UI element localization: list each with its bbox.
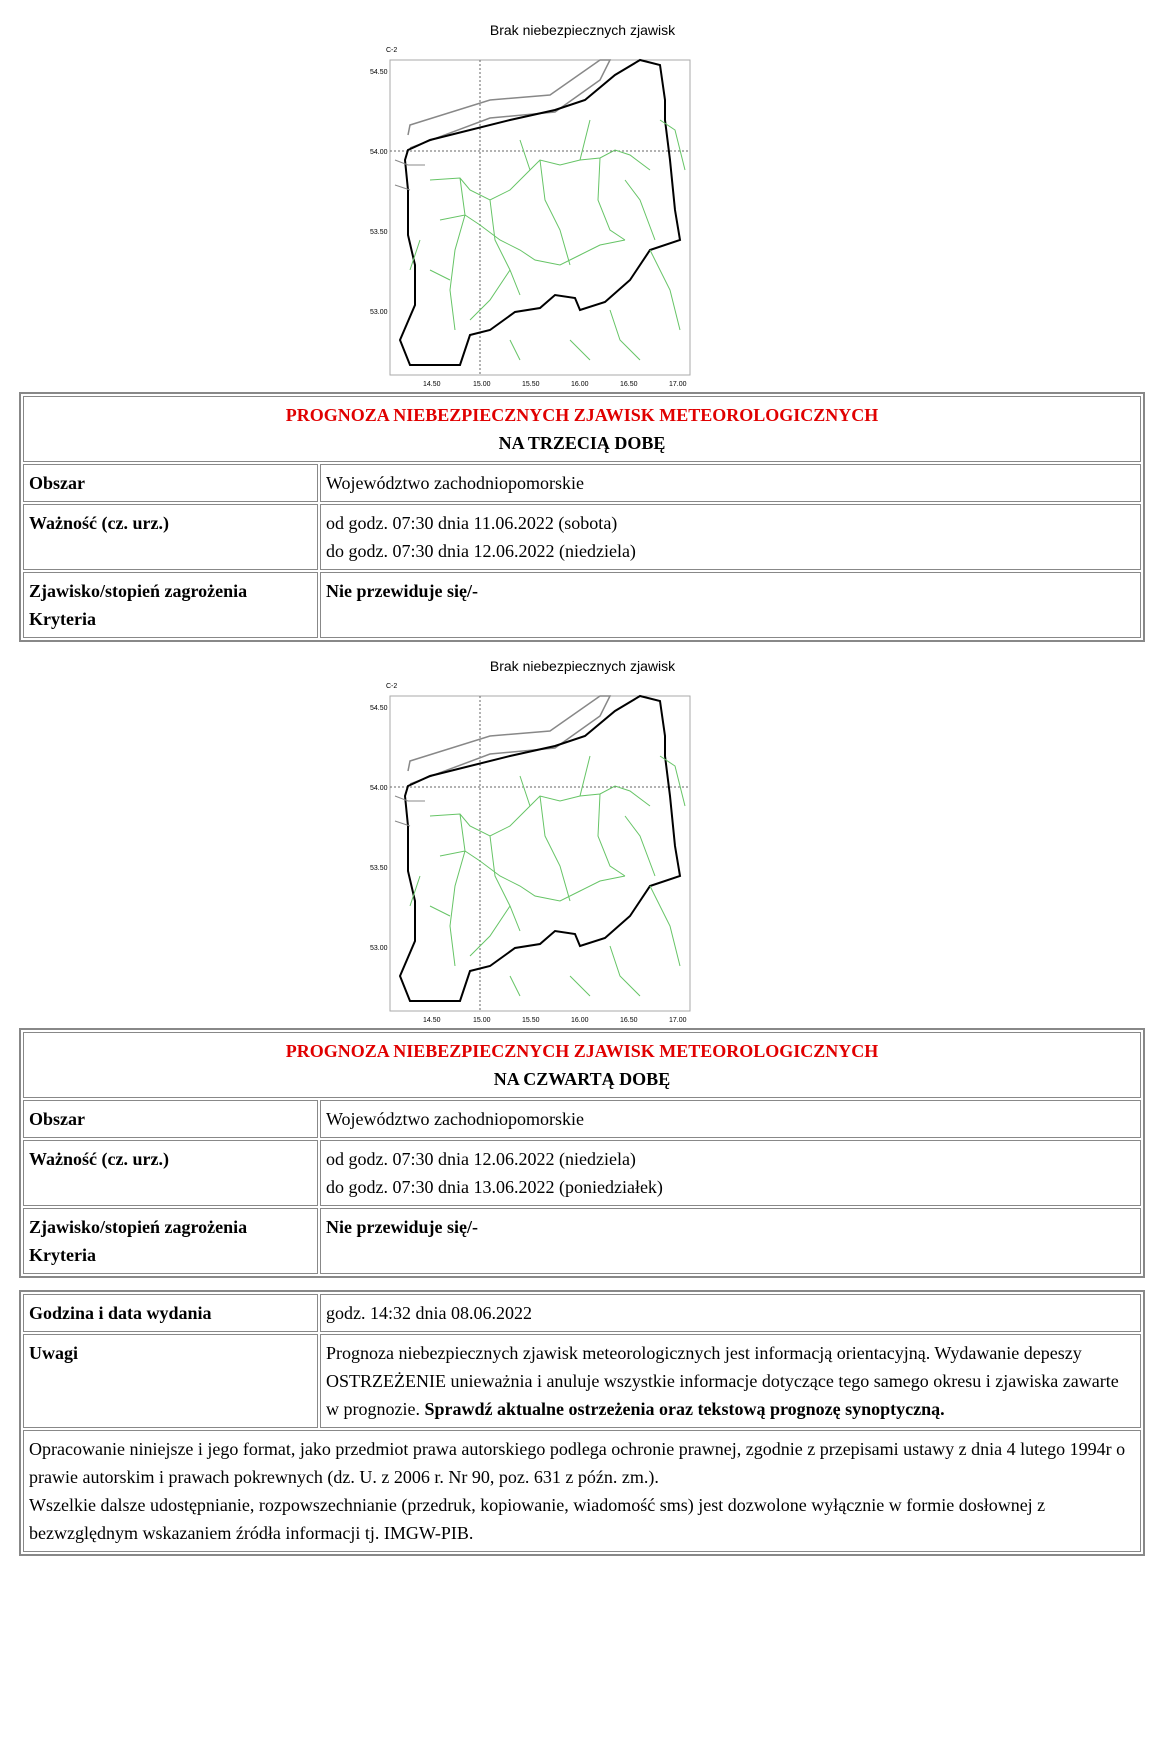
map-y-tick: 53.50	[370, 229, 388, 236]
validity-value	[320, 1140, 1141, 1206]
map-title: Brak niebezpiecznych zjawisk	[489, 658, 676, 674]
area-label: Obszar	[23, 464, 318, 502]
map-x-tick: 15.50	[522, 1017, 540, 1024]
validity-value	[320, 504, 1141, 570]
validity-to: do godz. 07:30 dnia 13.06.2022 (poniedziałek)	[326, 1177, 663, 1197]
map-x-tick: 16.50	[620, 1017, 638, 1024]
map-x-tick: 14.50	[423, 1017, 441, 1024]
validity-label: Ważność (cz. urz.)	[23, 1140, 318, 1206]
map-x-tick: 15.50	[522, 381, 540, 388]
map-x-tick: 16.50	[620, 381, 638, 388]
map-y-tick: 53.50	[370, 865, 388, 872]
map-x-tick: 17.00	[669, 381, 687, 388]
forecast-header-subtitle: NA CZWARTĄ DOBĘ	[493, 1069, 671, 1089]
issued-value: godz. 14:32 dnia 08.06.2022	[320, 1294, 1141, 1332]
map-x-tick: 16.00	[571, 1017, 589, 1024]
region-map	[370, 40, 700, 395]
remarks-bold-text: Sprawdź aktualne ostrzeżenia oraz tekstową prognozę synoptyczną.	[424, 1399, 945, 1419]
forecast-header-title: PROGNOZA NIEBEZPIECZNYCH ZJAWISK METEOROLOGICZNYCH	[285, 1041, 879, 1061]
validity-from: od godz. 07:30 dnia 12.06.2022 (niedziela)	[326, 1149, 636, 1169]
phenomenon-label: Zjawisko/stopień zagrożenia Kryteria	[23, 572, 318, 638]
validity-to: do godz. 07:30 dnia 12.06.2022 (niedziela)	[326, 541, 636, 561]
forecast-table-day3	[19, 392, 1145, 642]
map-x-tick: 15.00	[473, 1017, 491, 1024]
map-projection-label: C-2	[386, 683, 398, 690]
map-projection-label: C-2	[386, 47, 398, 54]
map-y-tick: 54.00	[370, 149, 388, 156]
area-value: Województwo zachodniopomorskie	[320, 464, 1141, 502]
validity-from: od godz. 07:30 dnia 11.06.2022 (sobota)	[326, 513, 618, 533]
forecast-header	[23, 1032, 1141, 1098]
map-y-tick: 54.50	[370, 705, 388, 712]
validity-label: Ważność (cz. urz.)	[23, 504, 318, 570]
issue-info-table	[19, 1290, 1145, 1556]
area-value: Województwo zachodniopomorskie	[320, 1100, 1141, 1138]
forecast-header-title: PROGNOZA NIEBEZPIECZNYCH ZJAWISK METEOROLOGICZNYCH	[285, 405, 879, 425]
map-x-tick: 17.00	[669, 1017, 687, 1024]
map-x-tick: 16.00	[571, 381, 589, 388]
issued-label: Godzina i data wydania	[23, 1294, 318, 1332]
forecast-table-day4	[19, 1028, 1145, 1278]
copyright-notice	[23, 1430, 1141, 1552]
copyright-paragraph-1: Opracowanie niniejsze i jego format, jako przedmiot prawa autorskiego podlega ochronie prawnej, zgodnie z przepisami ustawy z dnia 4 lutego 1994r o prawie autorskim i prawach pokrewnych (dz. U. z 2006 r. Nr 90, poz. 631 z późn. zm.).	[29, 1439, 1126, 1487]
map-y-tick: 53.00	[370, 945, 388, 952]
phenomenon-value: Nie przewiduje się/-	[320, 572, 1141, 638]
area-label: Obszar	[23, 1100, 318, 1138]
remarks-label: Uwagi	[23, 1334, 318, 1428]
remarks-value	[320, 1334, 1141, 1428]
map-y-tick: 53.00	[370, 309, 388, 316]
forecast-header-subtitle: NA TRZECIĄ DOBĘ	[498, 433, 666, 453]
region-map	[370, 676, 700, 1031]
copyright-paragraph-2: Wszelkie dalsze udostępnianie, rozpowszechnianie (przedruk, kopiowanie, wiadomość sms) jest dozwolone wyłącznie w formie dosłownej z bezwzględnym wskazaniem źródła informacji tj. IMGW-PIB.	[29, 1495, 1046, 1543]
map-x-tick: 14.50	[423, 381, 441, 388]
map-title: Brak niebezpiecznych zjawisk	[489, 22, 676, 38]
remarks-text: Prognoza niebezpiecznych zjawisk meteorologicznych jest informacją orientacyjną. Wydawanie depeszy OSTRZEŻENIE unieważnia i anuluje wszystkie informacje dotyczące tego samego okresu i zjawiska zawarte w prognozie.	[326, 1343, 1119, 1419]
forecast-header	[23, 396, 1141, 462]
phenomenon-label: Zjawisko/stopień zagrożenia Kryteria	[23, 1208, 318, 1274]
phenomenon-value: Nie przewiduje się/-	[320, 1208, 1141, 1274]
map-y-tick: 54.00	[370, 785, 388, 792]
map-x-tick: 15.00	[473, 381, 491, 388]
map-y-tick: 54.50	[370, 69, 388, 76]
